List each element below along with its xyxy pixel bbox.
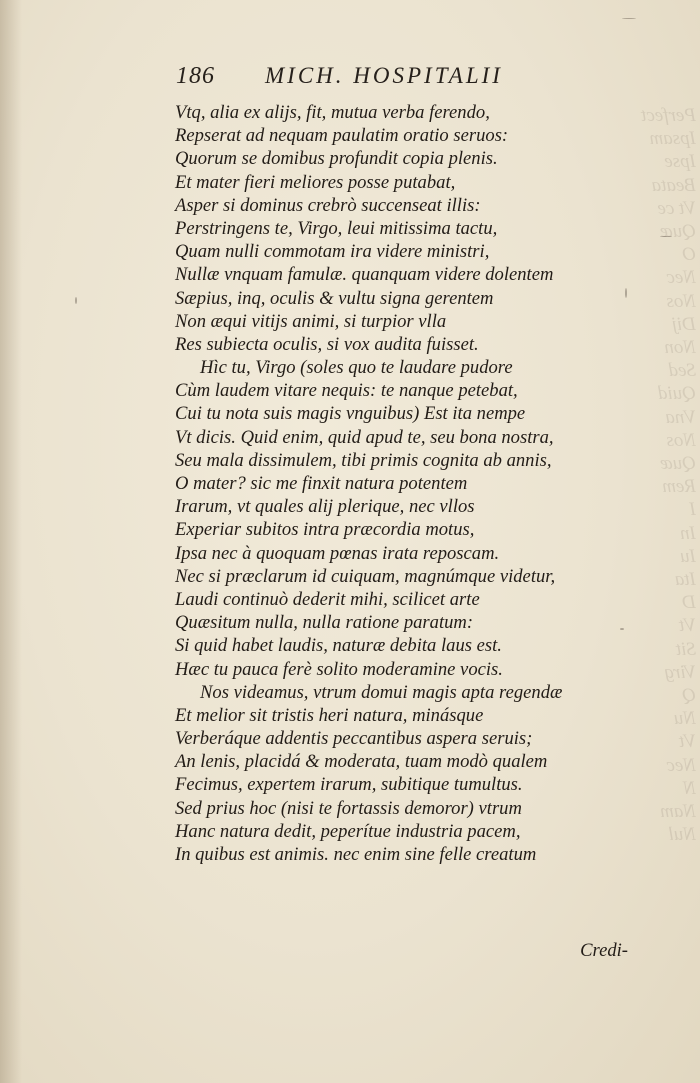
paper-speck [660, 236, 672, 237]
verse-line: Et mater fieri meliores posse putabat, [175, 171, 456, 193]
verse-line: Hanc natura dedit, peperítue industria pacem, [175, 820, 521, 842]
verse-line: Cùm laudem vitare nequis: te nanque petebat, [175, 380, 518, 402]
verse-line: Seu mala dissimulem, tibi primis cognita ab annis, [175, 449, 552, 471]
verse-line: Et melior sit tristis heri natura, minásque [175, 704, 484, 726]
show-through-text: Perfect Ipsam Ipse Beata Vt ce Quæ O Nec Nos Dij Non Sed Quid Vna Nos Quæ Rem I In Iu Ita D Vt Sit Virg Q Nu Vt Nec N Nam Nul [641, 105, 696, 846]
verse-line: Asper si dominus crebrò succenseat illis: [175, 194, 481, 216]
verse-line: Nos videamus, vtrum domui magis apta regendæ [200, 681, 563, 703]
verse-line: In quibus est animis. nec enim sine felle creatum [175, 844, 537, 865]
verse-line: Laudi continuò dederit mihi, scilicet arte [175, 588, 480, 610]
verse-line: Non æqui vitijs animi, si turpior vlla [175, 310, 447, 332]
paper-speck [620, 628, 624, 630]
verse-line: Vtq, alia ex alijs, fit, mutua verba ferendo, [175, 102, 490, 123]
verse-line: Hæc tu pauca ferè solito moderamine vocis. [175, 658, 503, 680]
verse-line: Res subiecta oculis, si vox audita fuisset. [175, 333, 479, 355]
paper-speck [625, 288, 627, 298]
page-header [176, 63, 556, 93]
verse-line: Quæsitum nulla, nulla ratione paratum: [175, 612, 474, 634]
gutter-shadow [0, 0, 22, 1083]
verse-line: Nullæ vnquam famulæ. quanquam videre dolentem [175, 264, 554, 286]
verse-line: Perstringens te, Virgo, leui mitissima tactu, [175, 217, 498, 239]
verse-line: Repserat ad nequam paulatim oratio seruos: [175, 125, 509, 147]
verse-line: O mater? sic me finxit natura potentem [175, 473, 468, 494]
running-head: MICH. HOSPITALII [265, 63, 503, 88]
verse-line: Ipsa nec à quoquam pœnas irata reposcam. [175, 542, 500, 564]
verse-text [175, 101, 635, 866]
verse-line: Vt dicis. Quid enim, quid apud te, seu bona nostra, [175, 426, 554, 448]
verse-line: Fecimus, expertem irarum, subitique tumultus. [175, 774, 523, 796]
verse-line: Irarum, vt quales alij plerique, nec vllos [175, 496, 475, 518]
verse-line: Cui tu nota suis magis vnguibus) Est ita nempe [175, 403, 526, 425]
verse-line: Hìc tu, Virgo (soles quo te laudare pudore [200, 357, 513, 379]
verse-line: Verberáque addentis peccantibus aspera seruis; [175, 728, 533, 750]
verse-line: Sed prius hoc (nisi te fortassis demoror) vtrum [175, 797, 522, 819]
verse-line: An lenis, placidá & moderata, tuam modò qualem [175, 751, 548, 773]
page-number: 186 [176, 63, 215, 89]
verse-line: Quorum se domibus profundit copia plenis. [175, 148, 498, 170]
verse-line: Quam nulli commotam ira videre ministri, [175, 241, 490, 263]
catchword: Credi- [580, 940, 628, 961]
verse-line: Experiar subitos intra præcordia motus, [175, 519, 475, 541]
paper-speck [75, 297, 77, 304]
verse-line: Sæpius, inq, oculis & vultu signa gerentem [175, 287, 494, 309]
paper-speck [622, 18, 636, 19]
verse-line: Si quid habet laudis, naturæ debita laus est. [175, 635, 502, 657]
verse-line: Nec si præclarum id cuiquam, magnúmque videtur, [175, 565, 556, 587]
